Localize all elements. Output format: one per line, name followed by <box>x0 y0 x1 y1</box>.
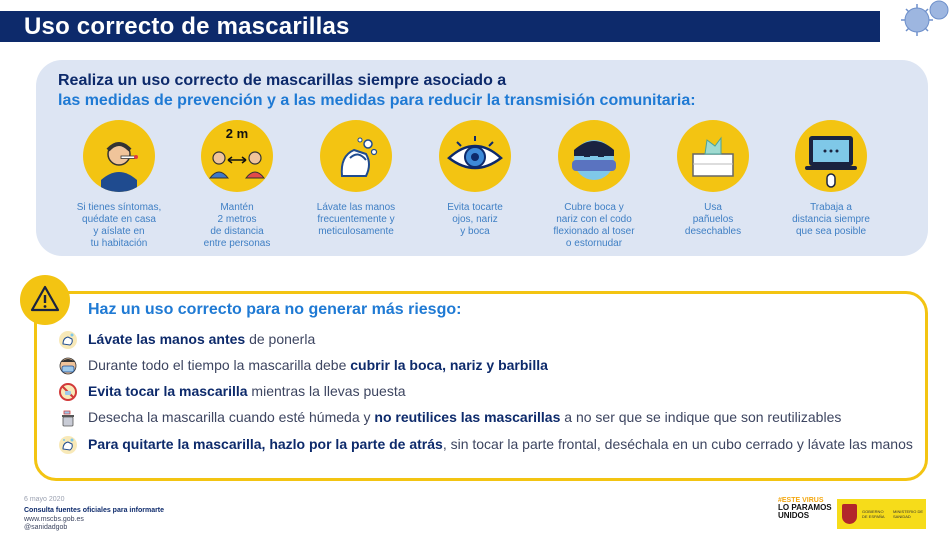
step-caption: Evita tocarte ojos, nariz y boca <box>447 202 503 237</box>
virus-icon <box>893 0 950 46</box>
step-isolate <box>60 120 178 250</box>
remove-mask-icon <box>58 435 78 455</box>
rule-item <box>58 331 918 348</box>
rule-bold: Evita tocar la mascarilla <box>88 383 248 399</box>
discard-mask-icon <box>58 408 78 428</box>
rule-bold: no reutilices las mascarillas <box>374 409 561 425</box>
rule-item <box>58 357 918 374</box>
rule-text: mientras la llevas puesta <box>247 383 406 399</box>
step-eyes <box>416 120 534 238</box>
rule-text: Durante todo el tiempo la mascarilla debe <box>88 357 351 373</box>
step-caption: Si tienes síntomas, quédate en casa y aíslate en tu habitación <box>76 202 162 249</box>
step-caption: Mantén 2 metros de distancia entre personas <box>203 202 271 249</box>
footer-date: 6 mayo 2020 <box>24 496 65 503</box>
title-bar <box>0 11 880 42</box>
rule-bold: Lávate las manos antes <box>88 331 246 347</box>
intro-line-1: Realiza un uso correcto de mascarillas siempre asociado a <box>58 72 507 89</box>
warning-icon <box>20 275 70 325</box>
no-touch-icon <box>58 382 78 402</box>
rule-item <box>58 436 918 453</box>
sick-person-thermometer-icon <box>83 120 155 192</box>
cough-elbow-icon <box>558 120 630 192</box>
rule-text: Desecha la mascarilla cuando esté húmeda y <box>88 409 375 425</box>
intro-line-2: las medidas de prevención y a las medidas para reducir la transmisión comunitaria: <box>58 92 696 109</box>
step-caption: Lávate las manos frecuentemente y meticulosamente <box>316 202 396 237</box>
rule-text: de ponerla <box>245 331 316 347</box>
campaign-slogan: LO PARAMOS UNIDOS <box>778 503 832 520</box>
step-caption: Usa pañuelos desechables <box>684 202 742 237</box>
rule-bold: cubrir la boca, nariz y barbilla <box>350 357 548 373</box>
hand-washing-icon <box>320 120 392 192</box>
step-telework <box>772 120 890 238</box>
gov-name: GOBIERNO DE ESPAÑA <box>862 509 885 519</box>
step-caption: Cubre boca y nariz con el codo flexionado al toser o estornudar <box>553 202 635 249</box>
step-wash <box>297 120 415 238</box>
distance-label: 2 m <box>225 126 249 141</box>
campaign-hashtag: #ESTE VIRUS <box>778 497 824 504</box>
mask-face-icon <box>58 356 78 376</box>
tissue-box-icon <box>677 120 749 192</box>
step-cough <box>535 120 653 250</box>
footer-twitter-link[interactable]: @sanidadgob <box>24 524 68 531</box>
footer-official-sources: Consulta fuentes oficiales para informarte <box>24 507 165 514</box>
coat-of-arms-icon <box>842 504 857 524</box>
rule-text: , sin tocar la parte frontal, deséchala en un cubo cerrado y lávate las manos <box>442 436 913 452</box>
government-logo <box>837 499 926 529</box>
rule-text-end: a no ser que se indique que son reutilizables <box>560 409 842 425</box>
step-caption: Trabaja a distancia siempre que sea posible <box>792 202 870 237</box>
campaign-logo <box>778 497 832 531</box>
wash-hands-icon <box>58 330 78 350</box>
step-distance <box>178 120 296 250</box>
rule-item <box>58 383 918 400</box>
rule-item <box>58 409 918 426</box>
ministry-name: MINISTERIO DE SANIDAD <box>893 509 924 519</box>
social-distance-icon <box>201 120 273 192</box>
risk-heading: Haz un uso correcto para no generar más riesgo: <box>88 301 462 318</box>
footer-website-link[interactable]: www.mscbs.gob.es <box>24 516 84 523</box>
page-title: Uso correcto de mascarillas <box>24 13 350 40</box>
step-tissues <box>654 120 772 238</box>
rule-bold: Para quitarte la mascarilla, hazlo por la parte de atrás <box>88 436 443 452</box>
laptop-icon <box>795 120 867 192</box>
eye-icon <box>439 120 511 192</box>
